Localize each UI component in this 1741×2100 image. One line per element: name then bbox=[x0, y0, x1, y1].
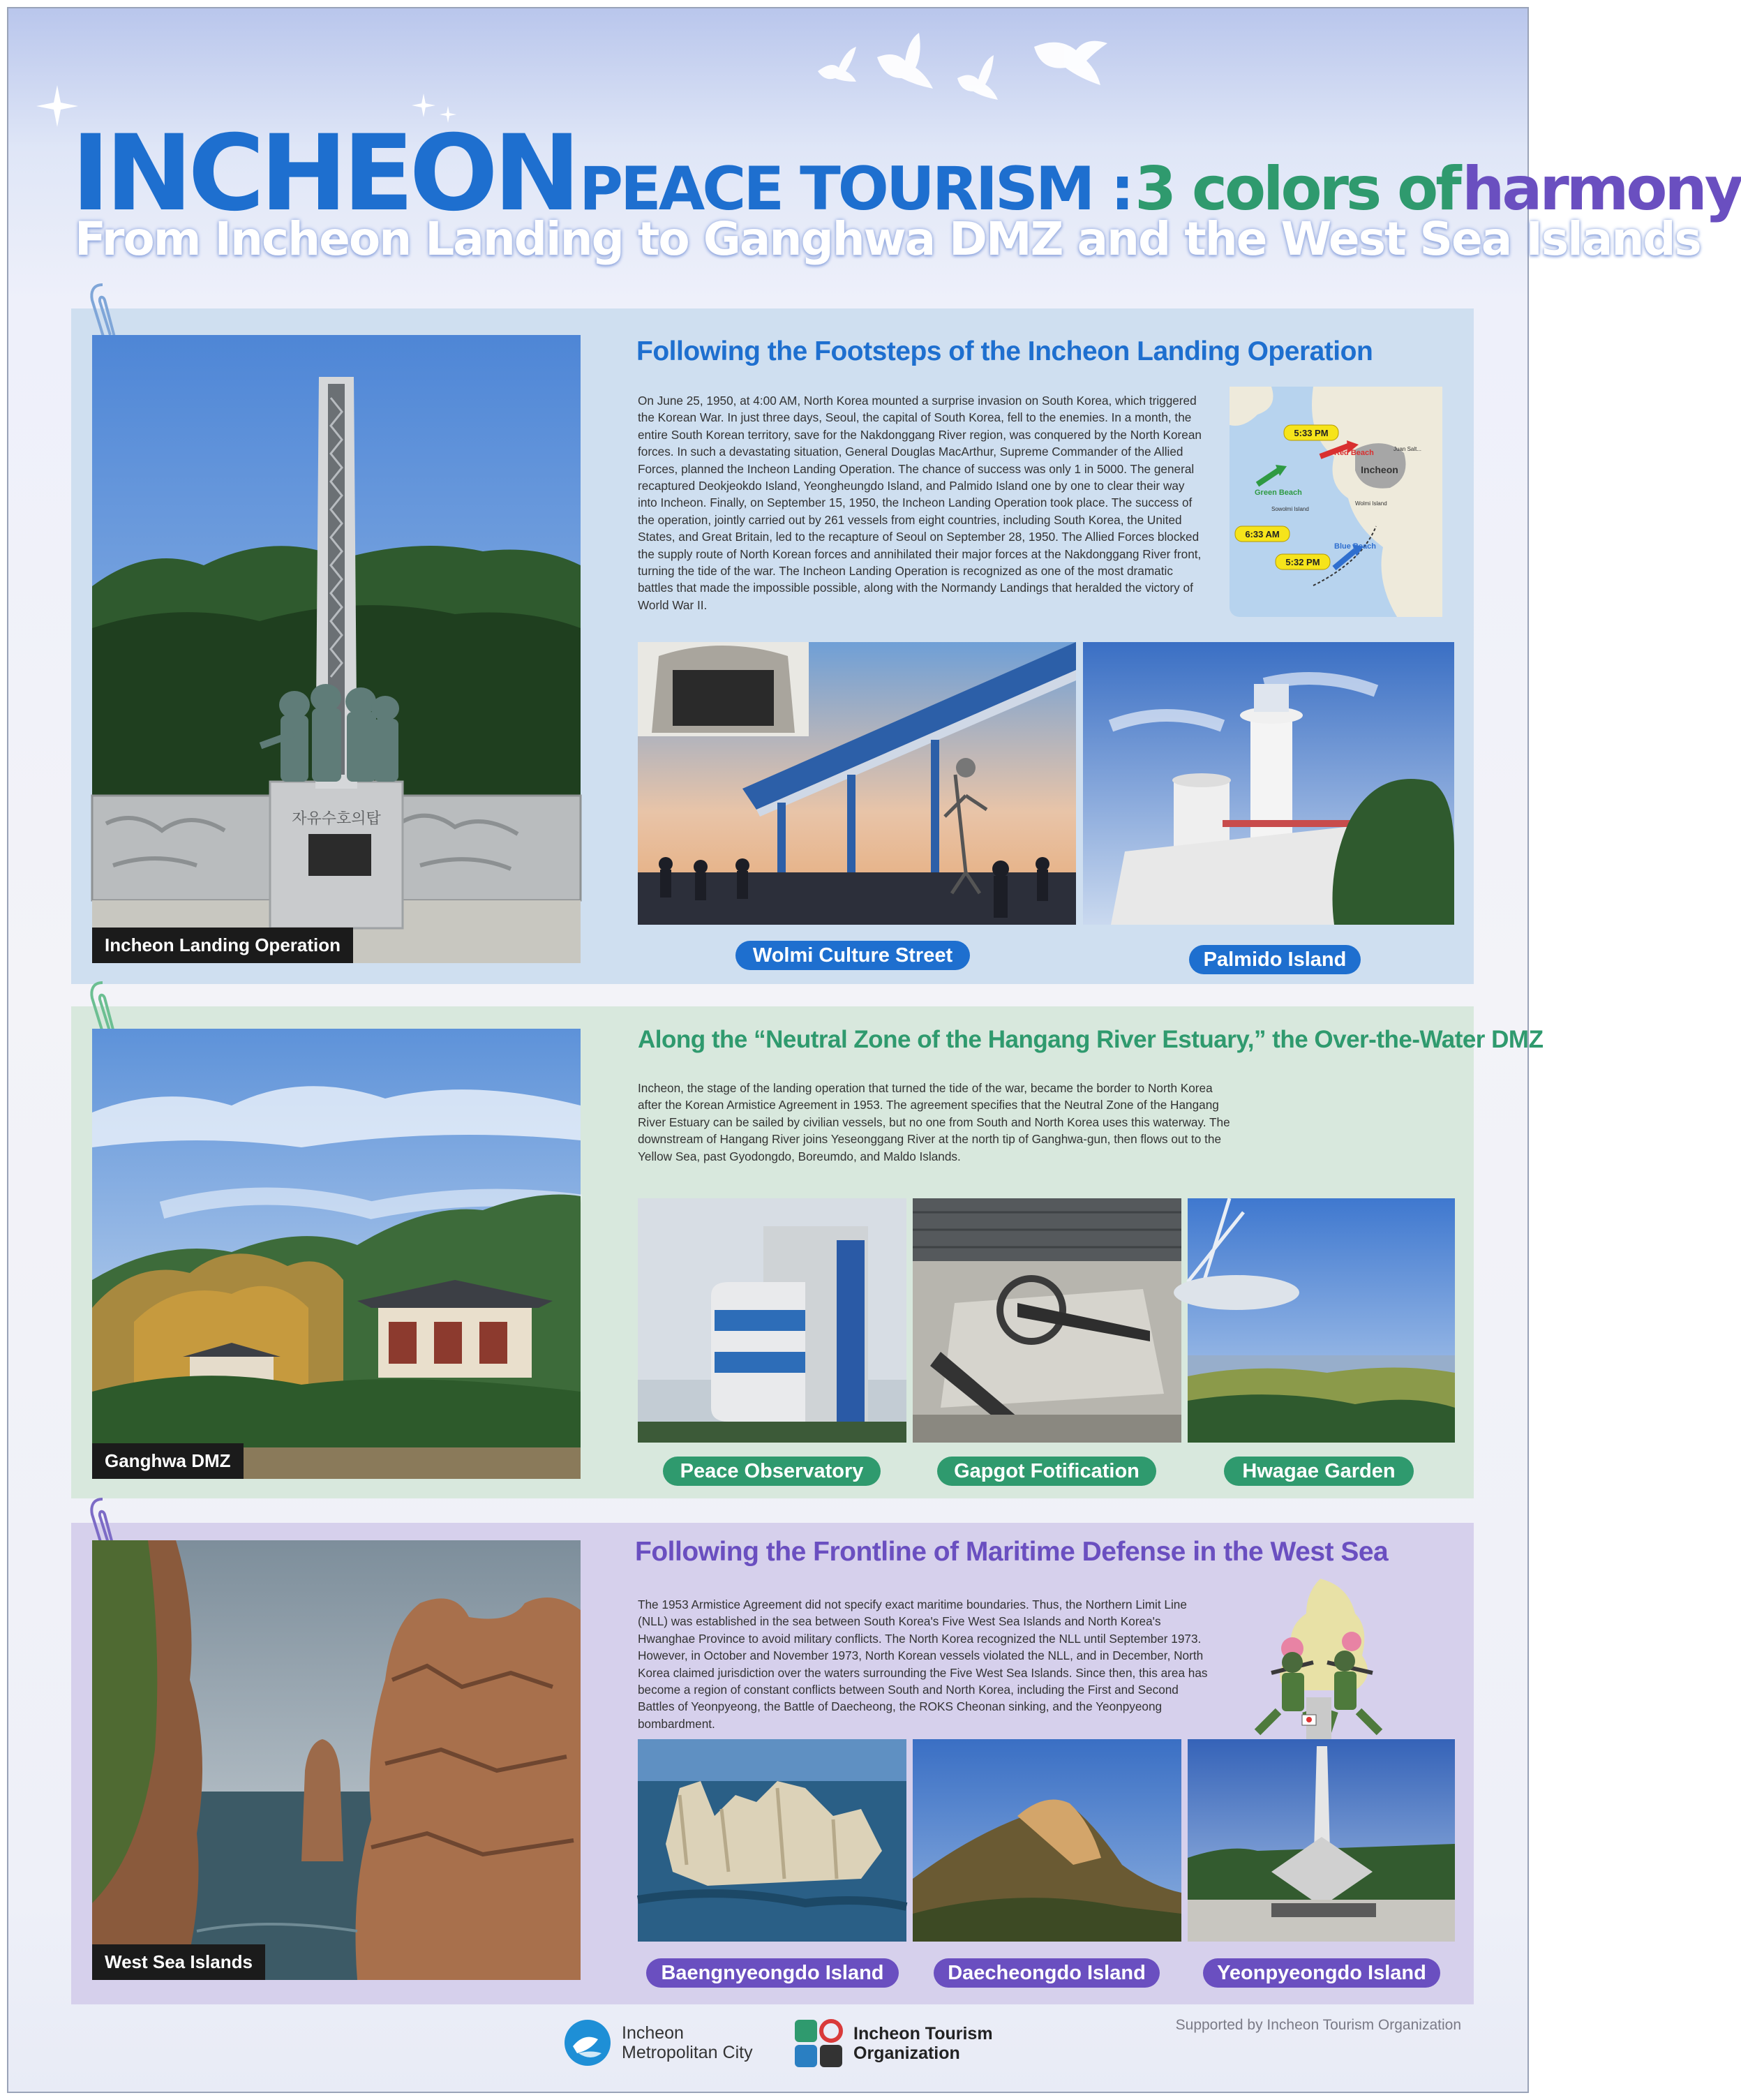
logo1-line2: Metropolitan City bbox=[622, 2043, 753, 2062]
place-label-hwagae: Hwagae Garden bbox=[1224, 1457, 1414, 1486]
logo-incheon-metropolitan-city bbox=[563, 2018, 753, 2067]
photo-palmido-lighthouse bbox=[1083, 642, 1454, 925]
map-time-3: 5:32 PM bbox=[1285, 557, 1320, 567]
map-red-beach: Red Beach bbox=[1334, 449, 1374, 457]
photo-gapgot-fortification bbox=[913, 1198, 1181, 1443]
logo-incheon-tourism-organization bbox=[793, 2018, 993, 2069]
map-label-juan: Juan Salt... bbox=[1393, 446, 1422, 452]
photo-caption: Ganghwa DMZ bbox=[92, 1443, 244, 1479]
title-incheon: INCHEON bbox=[71, 113, 576, 234]
photo-baengnyeongdo bbox=[638, 1739, 906, 1942]
photo-ganghwa-temple bbox=[92, 1029, 581, 1479]
map-label-wolmi: Wolmi Island bbox=[1355, 500, 1387, 507]
section-west-sea bbox=[71, 1523, 1474, 2004]
map-time-2: 6:33 AM bbox=[1245, 529, 1280, 539]
photo-daecheongdo bbox=[913, 1739, 1181, 1942]
doves-illustration bbox=[811, 29, 1146, 120]
incheon-landing-map bbox=[1230, 387, 1442, 617]
place-label-palmido: Palmido Island bbox=[1189, 945, 1361, 974]
section-title: Following the Footsteps of the Incheon Landing Operation bbox=[636, 336, 1373, 366]
map-label-sowolmi: Sowolmi Island bbox=[1271, 506, 1309, 512]
photo-caption: Incheon Landing Operation bbox=[92, 928, 353, 963]
title-3-colors: 3 colors of bbox=[1135, 154, 1459, 224]
photo-incheon-landing-monument bbox=[92, 335, 581, 963]
section-body: On June 25, 1950, at 4:00 AM, North Korea mounted a surprise invasion on South Korea, which triggered the Korean War. In just three days, Seoul, the capital of South Korea, fell to the enemies. In a month, the entire South Korean territory, save for the Nakdonggang River region, was conquered by the North Korean forces. In such a devastating situation, General Douglas MacArthur, Supreme Commander of the Allied Forces, planned the Incheon Landing Operation. The chance of success was only 1 in 5000. The general recaptured Deokjeokdo Island, Yeongheungdo Island, and Palmido Island one by one to clear their way into Incheon. Finally, on September 15, 1950, the Incheon Landing Operation took place. The success of the operation, jointly carried out by 261 vessels from eight countries, including South Korea, the United States, and Great Britain, led to the recapture of Seoul on September 28, 1950. The Allied Forces blocked the supply route of North Korean forces and annihilated their major forces at the Nakdonggang River front, turning the tide of the war. The Incheon Landing Operation is recognized as one of the most dramatic battles that made the impossible possible, along with the Normandy Landings that heralded the victory of World War II. bbox=[638, 394, 1202, 612]
section-title: Following the Frontline of Maritime Defense in the West Sea bbox=[635, 1537, 1389, 1567]
logo2-line2: Organization bbox=[853, 2043, 960, 2063]
place-label-wolmi: Wolmi Culture Street bbox=[735, 941, 970, 970]
incheon-tourism-emblem-icon bbox=[793, 2018, 844, 2069]
supported-by-text: Supported by Incheon Tourism Organization bbox=[1175, 2017, 1461, 2033]
place-label-yeonpyeongdo: Yeonpyeongdo Island bbox=[1203, 1958, 1440, 1988]
section-body: The 1953 Armistice Agreement did not specify exact maritime boundaries. Thus, the Northern Limit Line (NLL) was established in the sea between South Korea's Five West Sea Islands and North Korea's Hwanghae Province to avoid military conflicts. The North Korea recognized the NLL until September 1973. However, in October and November 1973, North Korean vessels violated the NLL, and in December, North Korea claimed jurisdiction over the waters surrounding the Five West Sea Islands. Since then, this area has become a region of constant conflicts between South and North Korea, including the First and Second Battles of Yeonpyeong, the Battle of Daecheong, the ROKS Cheonan sinking, and the Yeonpyeong bombardment. bbox=[638, 1598, 1208, 1731]
photo-peace-observatory bbox=[638, 1198, 906, 1443]
map-green-beach: Green Beach bbox=[1255, 489, 1302, 497]
monument-lettering: 자유수호의탑 bbox=[292, 810, 381, 828]
place-label-daecheongdo: Daecheongdo Island bbox=[934, 1958, 1160, 1988]
map-time-1: 5:33 PM bbox=[1294, 428, 1329, 438]
poster-subtitle: From Incheon Landing to Ganghwa DMZ and the West Sea Islands bbox=[75, 212, 1701, 266]
place-label-peace-observatory: Peace Observatory bbox=[663, 1457, 881, 1486]
logo2-line1: Incheon Tourism bbox=[853, 2024, 993, 2043]
title-peace-tourism: PEACE TOURISM : bbox=[578, 154, 1132, 224]
section-ganghwa-dmz bbox=[71, 1006, 1544, 1498]
title-harmony: harmony bbox=[1462, 154, 1741, 224]
poster bbox=[7, 7, 1741, 2093]
photo-caption: West Sea Islands bbox=[92, 1944, 265, 1980]
place-label-baengnyeongdo: Baengnyeongdo Island bbox=[646, 1958, 899, 1988]
photo-west-sea-cliffs bbox=[92, 1540, 581, 1980]
map-label-incheon: Incheon bbox=[1361, 464, 1398, 475]
soldiers-illustration bbox=[1243, 1572, 1390, 1743]
place-label-gapgot: Gapgot Fotification bbox=[937, 1457, 1156, 1486]
section-title: Along the “Neutral Zone of the Hangang River Estuary,” the Over-the-Water DMZ bbox=[638, 1026, 1544, 1053]
incheon-city-emblem-icon bbox=[563, 2018, 612, 2067]
section-body: Incheon, the stage of the landing operation that turned the tide of the war, became the border to North Korea after the Korean Armistice Agreement in 1953. The agreement specifies that the Neutral Zone of the Hangang River Estuary can be sailed by civilian vessels, but no one from South and North Korea uses this waterway. The downstream of Hangang River joins Yeseonggang River at the north tip of Ganghwa-gun, then flows out to the Yellow Sea, past Gyodongdo, Boreumdo, and Maldo Islands. bbox=[638, 1081, 1230, 1163]
section-incheon-landing bbox=[71, 308, 1474, 984]
map-blue-beach: Blue Beach bbox=[1334, 542, 1376, 551]
photo-yeonpyeongdo bbox=[1188, 1739, 1455, 1942]
photo-wolmi-culture-street bbox=[638, 642, 1076, 925]
logo1-line1: Incheon bbox=[622, 2023, 684, 2043]
photo-hwagae-garden bbox=[1188, 1198, 1455, 1443]
